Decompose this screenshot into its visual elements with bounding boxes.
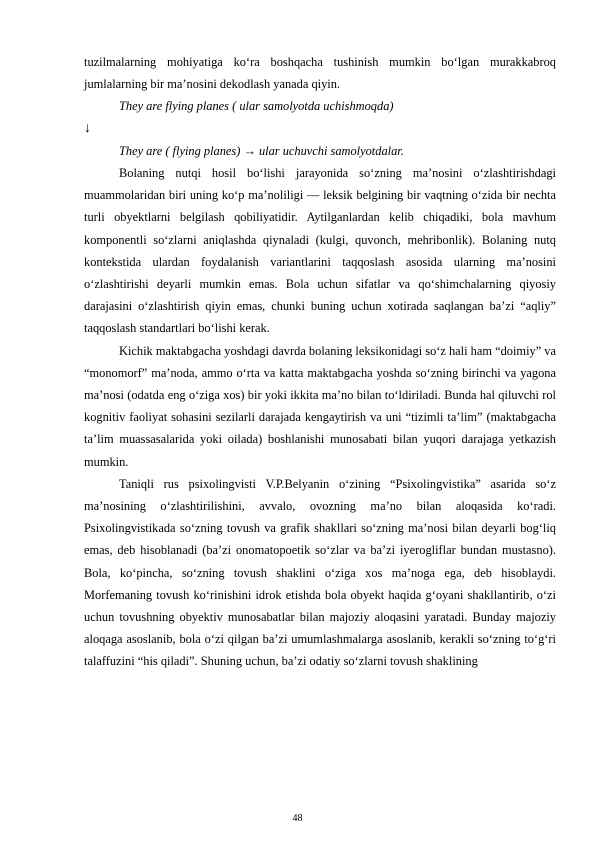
page-number: 48 — [292, 813, 303, 824]
document-page — [84, 51, 556, 673]
paragraph-belyanin: Taniqli rus psixolingvisti V.P.Belyanin o‘zining “Psixolingvistika” asarida so‘z ma’nosining o‘zlashtirilishini, avvalo, ovozning ma’no bilan aloqasida ko‘radi. Psixolingvistikada so‘zning tovush va grafik shakllari so‘zning ma’nosi bilan deyarli bog‘liq emas, deb hisoblanadi (ba’zi onomatopoetik so‘zlar va ba’zi iyerogliflar bundan mustasno). Bola, ko‘pincha, so‘zning tovush shaklini o‘ziga xos ma’noga ega, deb hisoblaydi. Morfemaning tovush ko‘rinishini idrok etishda bola obyekt haqida g‘oyani shakllantirib, o‘zi uchun tovushning obyektiv munosabatlar bilan majoziy aloqasini yaratadi. Bunday majoziy aloqaga asoslanib, bola o‘zi qilgan ba’zi umumlashmalarga asoslanib, kerakli so‘zning to‘g‘ri talaffuzini “his qiladi”. Shuning uchun, ba’zi odatiy so‘zlarni tovush shaklining — [84, 476, 556, 669]
paragraph-continuation: tuzilmalarning mohiyatiga ko‘ra boshqacha tushinish mumkin bo‘lgan murakkabroq jumlalarning bir ma’nosini dekodlash yanada qiyin. — [84, 55, 556, 92]
paragraph-polysemy: Bolaning nutqi hosil bo‘lishi jarayonida so‘zning ma’nosini o‘zlashtirishdagi muammolaridan biri uning ko‘p ma’noliligi — leksik belgining bir vaqtning o‘zida bir nechta turli obyektlarni belgilash qobiliyatidir. Aytilganlardan kelib chiqadiki, bola mavhum komponentli so‘zlarni aniqlashda qiynaladi (kulgi, quvonch, mehribonlik). Bolaning nutq kontekstida ulardan foydalanish variantlarini taqqoslash asosida ularning ma’nosini o‘zlashtirishi deyarli mumkin emas. Bola uchun sifatlar va qo‘shimchalarning qiyosiy darajasini o‘zlashtirish qiyin emas, chunki buning uchun xotirada saqlangan ba’zi “aqliy” taqqoslash standartlari bo‘lishi kerak. — [84, 166, 556, 336]
example-sentence-1: They are flying planes ( ular samolyotda uchishmoqda) — [119, 99, 394, 114]
example-sentence-2: They are ( flying planes) → ular uchuvchi samolyotdalar. — [119, 143, 404, 158]
down-arrow-icon: ↓ — [84, 120, 91, 136]
paragraph-preschool-lexicon: Kichik maktabgacha yoshdagi davrda bolaning leksikonidagi so‘z hali ham “doimiy” va “monomorf” ma’noda, ammo o‘rta va katta maktabgacha yoshda so‘zning birinchi va yagona ma’nosi (odatda eng o‘ziga xos) bir yoki ikkita ma’no bilan to‘ldiriladi. Bunda hal qiluvchi rol kognitiv faoliyat sohasini sezilarli darajada kengaytirish va uni “tizimli ta’lim” (maktabgacha ta’lim muassasalarida yoki oilada) boshlanishi munosabati bilan yuqori darajaga yetkazish mumkin. — [84, 343, 556, 469]
